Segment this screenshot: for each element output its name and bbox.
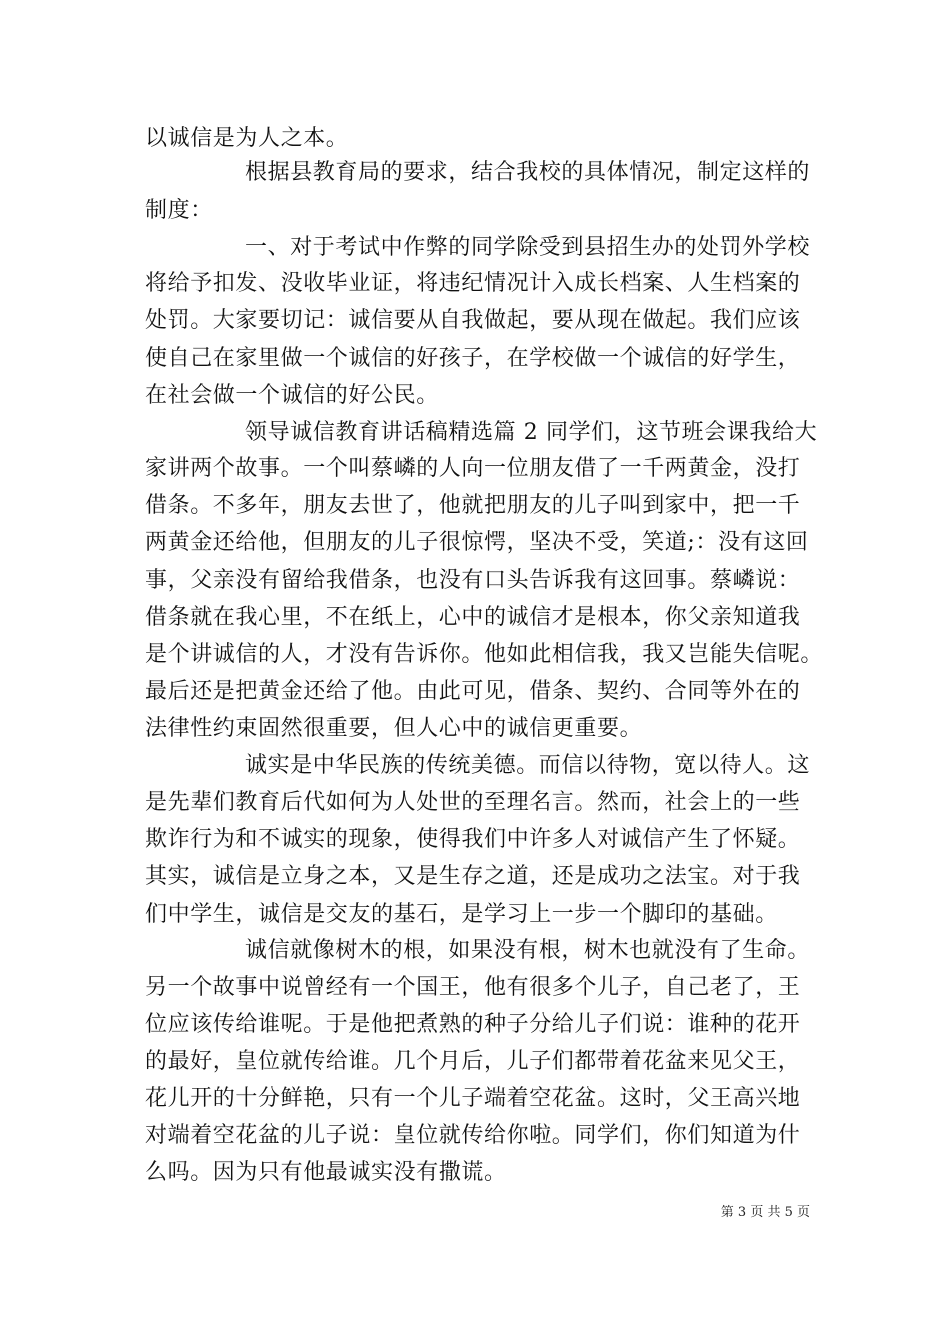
text-line-13: 事，父亲没有留给我借条，也没有口头告诉我有这回事。蔡嶙说： <box>145 568 801 593</box>
text-line-27: 花儿开的十分鲜艳，只有一个儿子端着空花盆。这时，父王高兴地 <box>145 1086 801 1111</box>
page-number: 第 3 页 共 5 页 <box>720 1205 810 1220</box>
text-line-17: 法律性约束固然很重要，但人心中的诚信更重要。 <box>145 716 643 741</box>
text-line-10: 家讲两个故事。一个叫蔡嶙的人向一位朋友借了一千两黄金，没打 <box>145 456 801 481</box>
text-line-20: 欺诈行为和不诚实的现象，使得我们中许多人对诚信产生了怀疑。 <box>145 827 801 852</box>
text-line-12: 两黄金还给他，但朋友的儿子很惊愕，坚决不受，笑道;：没有这回 <box>145 530 809 555</box>
text-line-6: 处罚。大家要切记：诚信要从自我做起，要从现在做起。我们应该 <box>145 308 801 333</box>
text-line-7: 使自己在家里做一个诚信的好孩子，在学校做一个诚信的好学生， <box>145 346 801 371</box>
text-line-26: 的最好，皇位就传给谁。几个月后，儿子们都带着花盆来见父王， <box>145 1049 801 1074</box>
paragraph-6-line-1: 诚信就像树木的根，如果没有根，树木也就没有了生命。 <box>245 938 811 963</box>
text-line-19: 是先辈们教育后代如何为人处世的至理名言。然而，社会上的一些 <box>145 790 801 815</box>
paragraph-4-line-1: 领导诚信教育讲话稿精选篇 2 同学们，这节班会课我给大 <box>245 420 818 445</box>
text-line-11: 借条。不多年，朋友去世了，他就把朋友的儿子叫到家中，把一千 <box>145 493 801 518</box>
text-line-3: 制度： <box>145 198 213 223</box>
text-line-22: 们中学生，诚信是交友的基石，是学习上一步一个脚印的基础。 <box>145 902 778 927</box>
text-line-21: 其实，诚信是立身之本，又是生存之道，还是成功之法宝。对于我 <box>145 864 801 889</box>
text-line-15: 是个讲诚信的人，才没有告诉你。他如此相信我，我又岂能失信呢。 <box>145 642 824 667</box>
text-line-14: 借条就在我心里，不在纸上，心中的诚信才是根本，你父亲知道我 <box>145 605 801 630</box>
paragraph-2-line-1: 根据县教育局的要求，结合我校的具体情况，制定这样的 <box>245 160 811 185</box>
text-line-24: 另一个故事中说曾经有一个国王，他有很多个儿子，自己老了，王 <box>145 975 801 1000</box>
text-line-5: 将给予扣发、没收毕业证，将违纪情况计入成长档案、人生档案的 <box>145 271 801 296</box>
text-line-1: 以诚信是为人之本。 <box>145 126 349 151</box>
paragraph-3-line-1: 一、对于考试中作弊的同学除受到县招生办的处罚外学校 <box>245 235 811 260</box>
text-line-8: 在社会做一个诚信的好公民。 <box>145 383 439 408</box>
text-line-29: 么吗。因为只有他最诚实没有撒谎。 <box>145 1160 507 1185</box>
text-line-16: 最后还是把黄金还给了他。由此可见，借条、契约、合同等外在的 <box>145 679 801 704</box>
paragraph-5-line-1: 诚实是中华民族的传统美德。而信以待物，宽以待人。这 <box>245 753 811 778</box>
text-line-25: 位应该传给谁呢。于是他把煮熟的种子分给儿子们说：谁种的花开 <box>145 1012 801 1037</box>
text-line-28: 对端着空花盆的儿子说：皇位就传给你啦。同学们，你们知道为什 <box>145 1123 801 1148</box>
